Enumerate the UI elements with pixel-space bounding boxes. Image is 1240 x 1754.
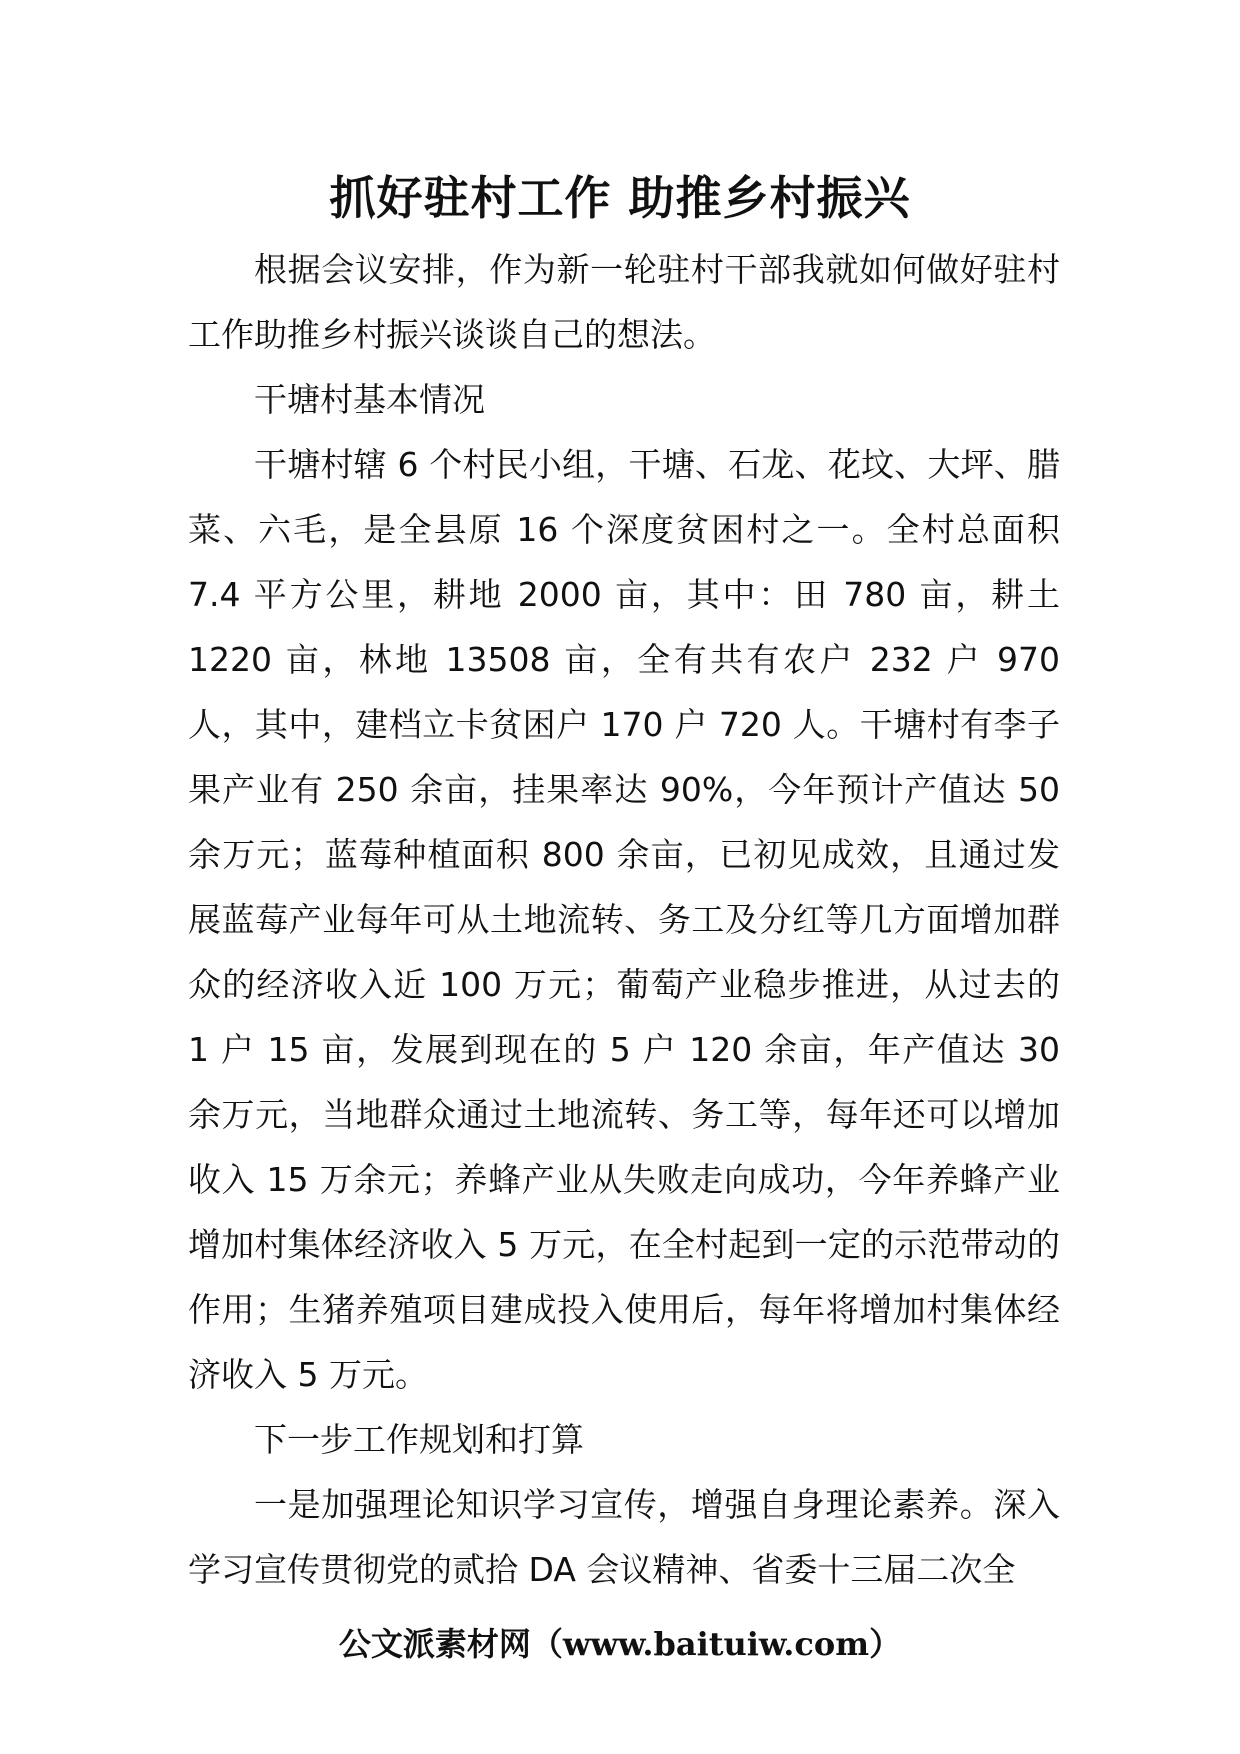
section-heading-village-overview: 干塘村基本情况 — [254, 380, 485, 419]
document-body — [188, 237, 1060, 1602]
next-steps-paragraph: 一是加强理论知识学习宣传，增强自身理论素养。深入学习宣传贯彻党的贰拾 DA 会议精神、省委十三届二次全 — [188, 1485, 1060, 1589]
section-heading-next-steps: 下一步工作规划和打算 — [254, 1420, 584, 1459]
document-title: 抓好驻村工作 助推乡村振兴 — [329, 171, 911, 225]
village-overview-paragraph: 干塘村辖 6 个村民小组，干塘、石龙、花坟、大坪、腊菜、六毛，是全县原 16 个深度贫困村之一。全村总面积 7.4 平方公里，耕地 2000 亩，其中：田 780 亩，耕土 1220 亩，林地 13508 亩，全有共有农户 232 户 970 人，其中，建档立卡贫困户 170 户 720 人。干塘村有李子果产业有 250 余亩，挂果率达 90%，今年预计产值达 50 余万元；蓝莓种植面积 800 余亩，已初见成效，且通过发展蓝莓产业每年可从土地流转、务工及分红等几方面增加群众的经济收入近 100 万元；葡萄产业稳步推进，从过去的 1 户 15 亩，发展到现在的 5 户 120 余亩，年产值达 30 余万元，当地群众通过土地流转、务工等，每年还可以增加收入 15 万余元；养蜂产业从失败走向成功，今年养蜂产业增加村集体经济收入 5 万元，在全村起到一定的示范带动的作用；生猪养殖项目建成投入使用后，每年将增加村集体经济收入 5 万元。 — [188, 445, 1060, 1394]
intro-paragraph: 根据会议安排，作为新一轮驻村干部我就如何做好驻村工作助推乡村振兴谈谈自己的想法。 — [188, 250, 1060, 354]
footer-watermark: 公文派素材网（www.baituiw.com） — [338, 1625, 902, 1663]
